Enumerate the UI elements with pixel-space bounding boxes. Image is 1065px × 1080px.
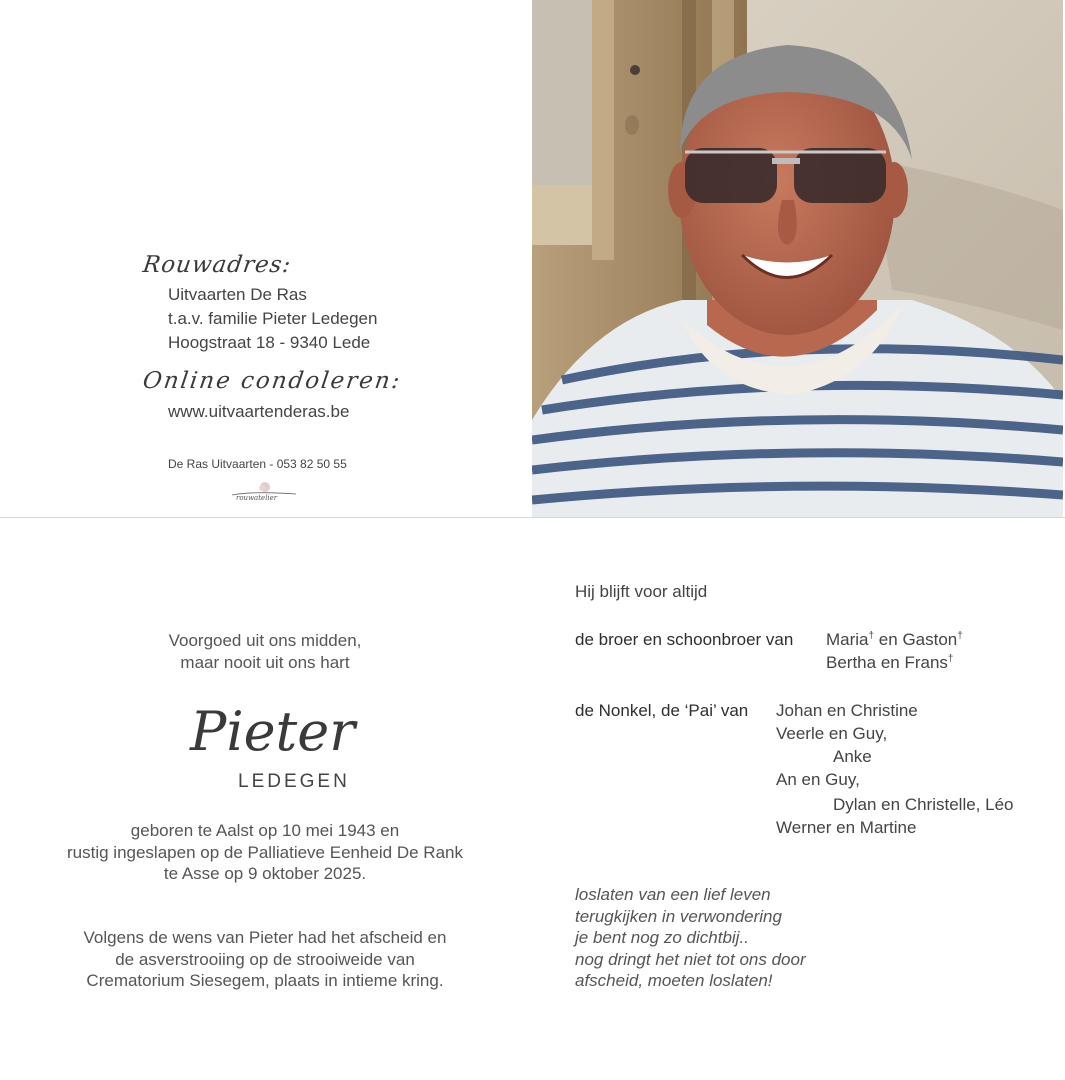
memorial-quote — [60, 630, 470, 674]
wish-line-2: de asverstrooiing op de strooiweide van — [115, 949, 415, 969]
sibling-name: Maria — [826, 630, 869, 649]
quote-line-1: Voorgoed uit ons midden, — [168, 631, 362, 650]
sibling-name: Gaston — [902, 630, 958, 649]
address-line-3: Hoogstraat 18 - 9340 Lede — [168, 333, 371, 352]
portrait-illustration — [532, 0, 1063, 517]
rouwatelier-logo — [228, 480, 300, 506]
address-line-2: t.a.v. familie Pieter Ledegen — [168, 309, 378, 328]
deceased-mark: † — [868, 630, 875, 642]
nephew-line-4: An en Guy, — [776, 770, 860, 789]
poem-line-3: je bent nog zo dichtbij.. — [575, 928, 749, 947]
siblings-label: de broer en schoonbroer van — [575, 630, 794, 649]
svg-text:rouwatelier: rouwatelier — [236, 494, 278, 502]
farewell-text — [50, 927, 480, 992]
sibling-line-1 — [826, 630, 963, 650]
last-name: LEDEGEN — [238, 771, 350, 792]
born-line-1: geboren te Aalst op 10 mei 1943 en — [130, 821, 400, 840]
birth-death-text — [50, 820, 480, 885]
sibling-line-2 — [826, 653, 953, 673]
born-line-3: te Asse op 9 oktober 2025. — [163, 864, 367, 883]
sibling-name: Bertha — [826, 653, 877, 672]
poem-line-4: nog dringt het niet tot ons door — [575, 949, 806, 969]
condoleren-heading: Online condoleren: — [141, 368, 404, 394]
poem-line-2: terugkijken in verwondering — [575, 906, 782, 926]
poem-line-1: loslaten van een lief leven — [575, 885, 771, 904]
born-line-2: rustig ingeslapen op de Palliatieve Eenheid De Rank — [67, 842, 463, 862]
wish-line-3: Crematorium Siesegem, plaats in intieme kring. — [86, 971, 444, 990]
sibling-conjunction: en — [876, 653, 905, 672]
nephews-label: de Nonkel, de ‘Pai’ van — [575, 701, 749, 720]
fold-divider — [0, 517, 1065, 518]
contact-line: De Ras Uitvaarten - 053 82 50 55 — [168, 457, 347, 471]
wish-line-1: Volgens de wens van Pieter had het afscheid en — [83, 928, 447, 947]
website-link[interactable]: www.uitvaartenderas.be — [168, 402, 350, 421]
family-intro: Hij blijft voor altijd — [575, 582, 708, 601]
rouwatelier-logo-graphic — [228, 480, 300, 506]
address-line-1: Uitvaarten De Ras — [168, 285, 307, 304]
quote-line-2: maar nooit uit ons hart — [180, 653, 350, 672]
poem — [575, 884, 806, 992]
nephew-line-6: Werner en Martine — [776, 818, 917, 837]
portrait-photo — [532, 0, 1063, 517]
nephew-line-1: Johan en Christine — [776, 701, 918, 720]
sibling-conjunction: en — [874, 630, 903, 649]
nephew-line-2: Veerle en Guy, — [776, 724, 888, 743]
deceased-mark: † — [947, 653, 954, 665]
nephew-line-3: Anke — [833, 747, 872, 766]
sibling-name: Frans — [904, 653, 948, 672]
poem-line-5: afscheid, moeten loslaten! — [575, 971, 773, 990]
first-name-script: Pieter — [190, 700, 356, 763]
rouwadres-heading: Rouwadres: — [141, 252, 294, 278]
nephew-line-5: Dylan en Christelle, Léo — [833, 795, 1014, 814]
deceased-mark: † — [957, 630, 963, 642]
